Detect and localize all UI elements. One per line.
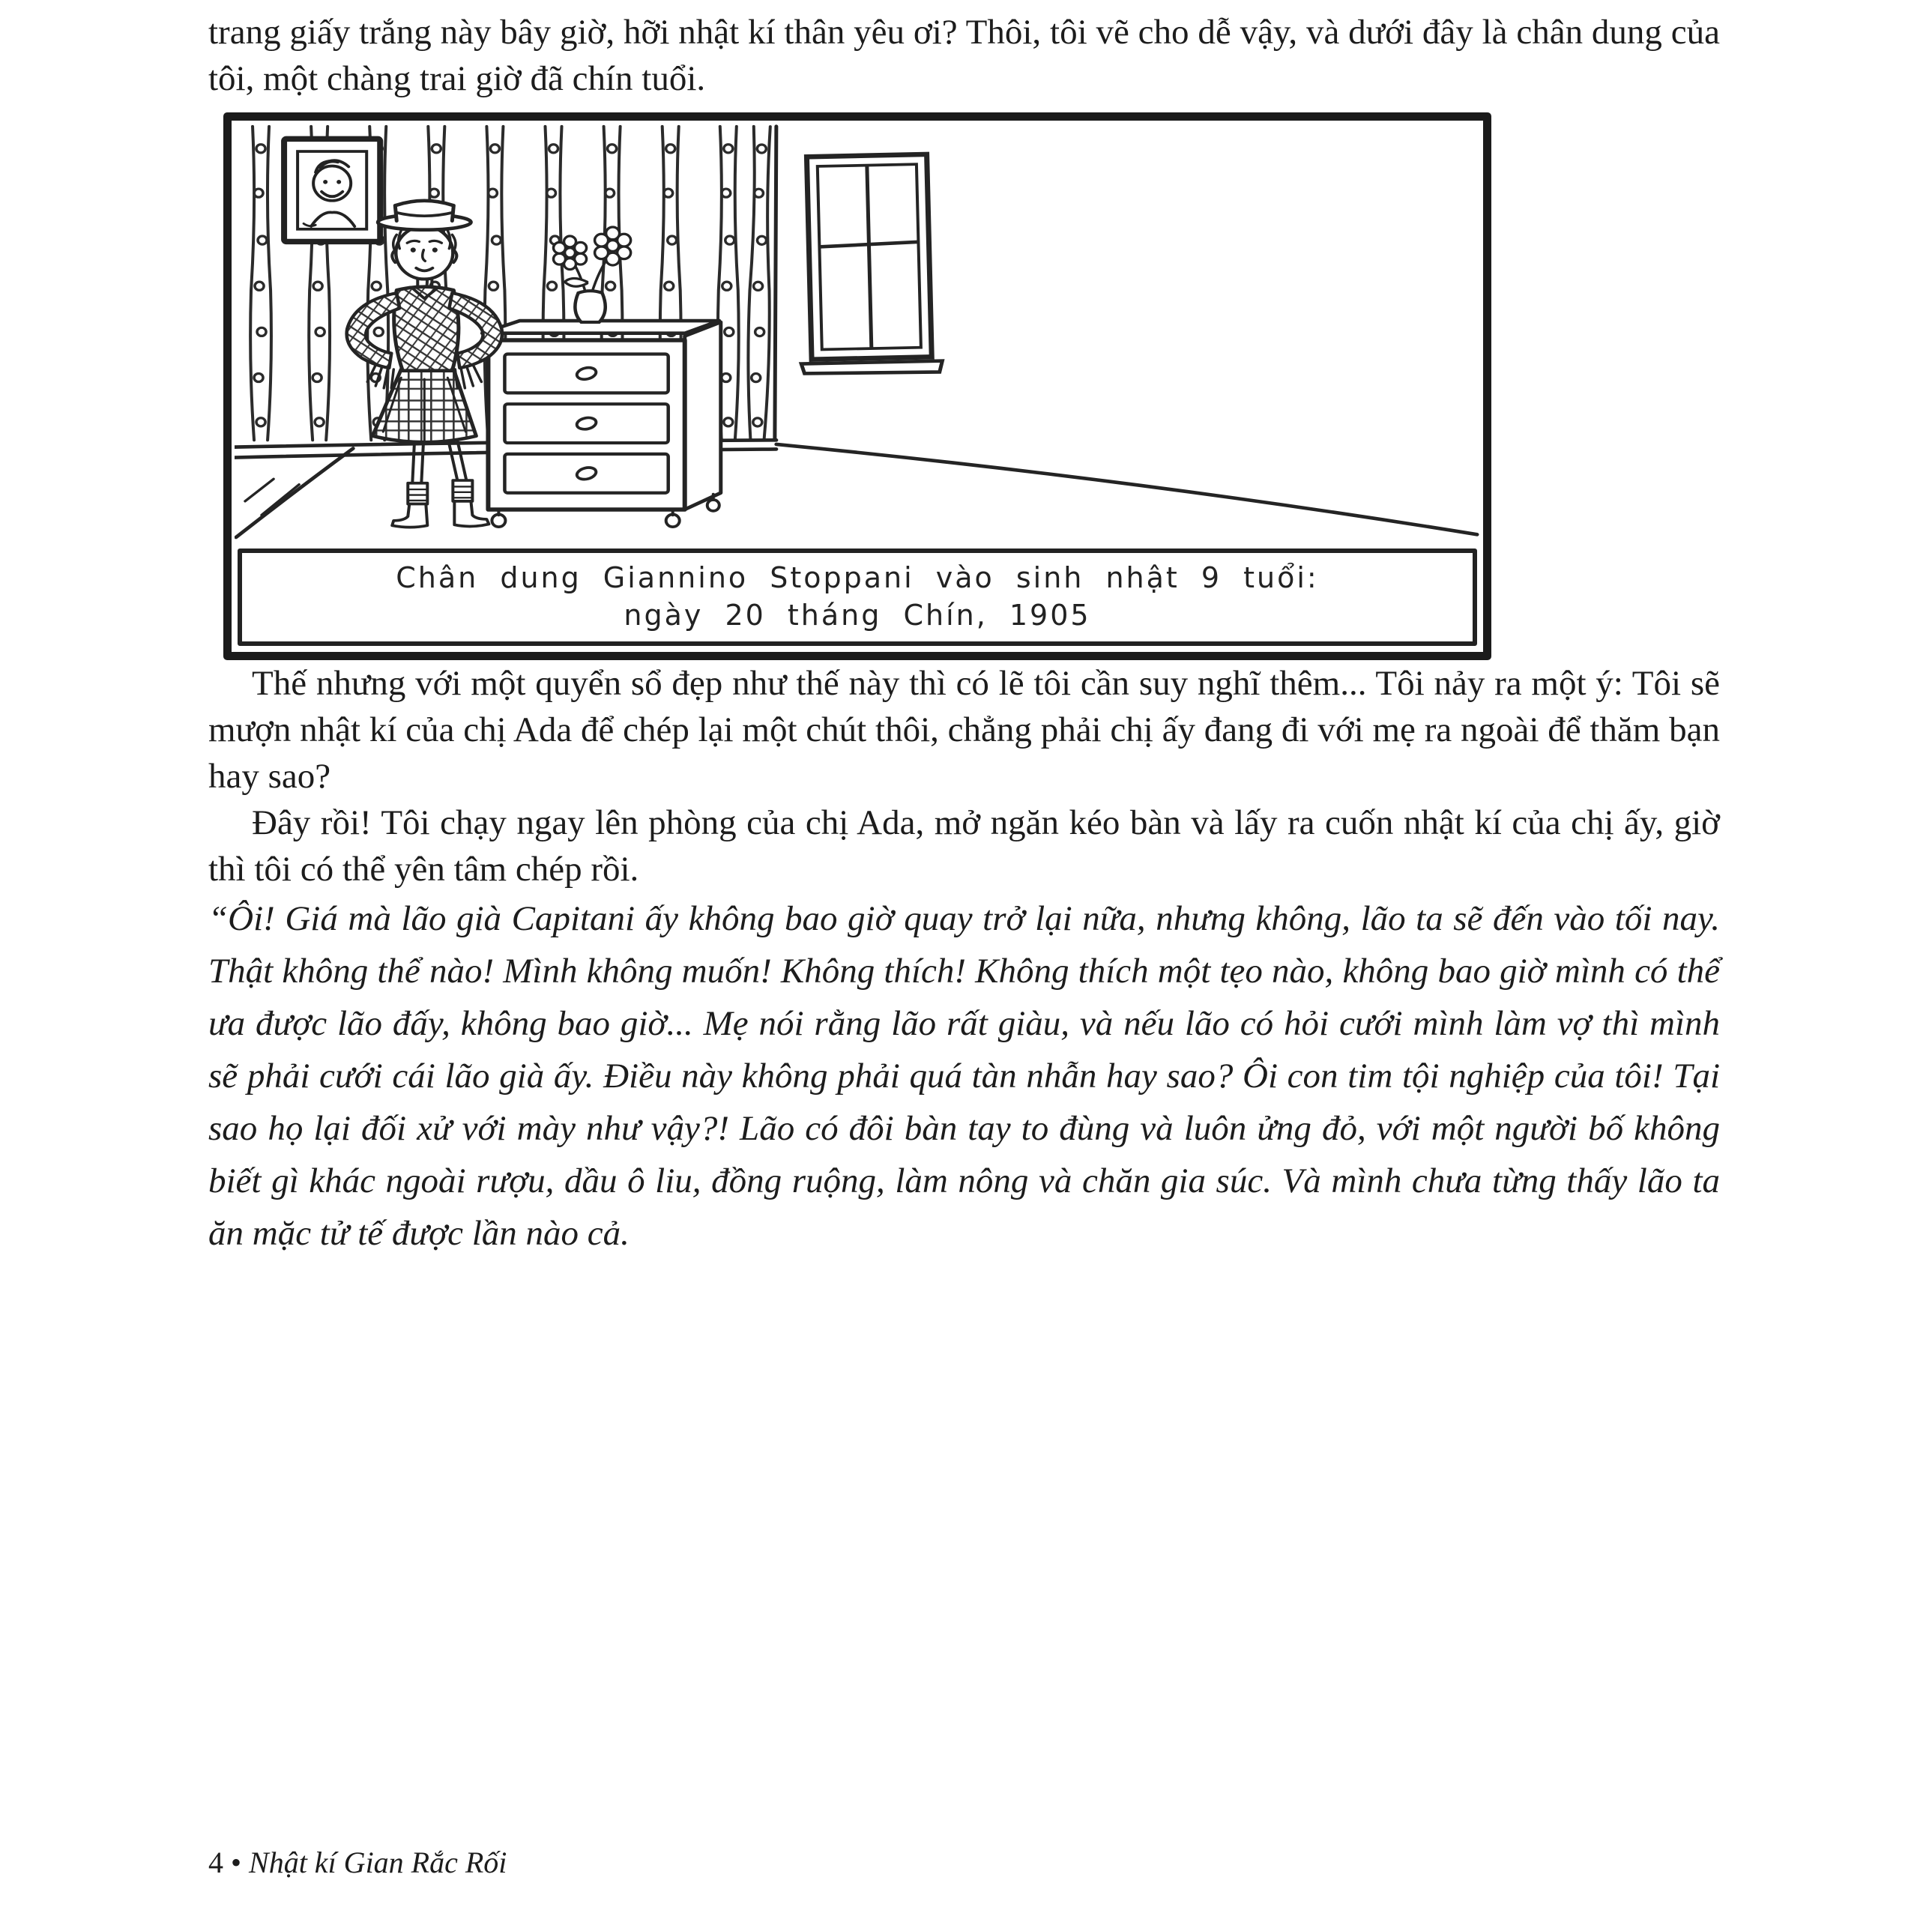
page-number: 4	[208, 1846, 223, 1879]
page-content	[208, 9, 1720, 1260]
book-title: Nhật kí Gian Rắc Rối	[249, 1846, 507, 1879]
caption-line-1: Chân dung Giannino Stoppani vào sinh nhật 9 tuổi:	[396, 561, 1319, 594]
paragraph-found-diary: Đây rồi! Tôi chạy ngay lên phòng của chị Ada, mở ngăn kéo bàn và lấy ra cuốn nhật kí của chị ấy, giờ thì tôi có thể yên tâm chép rồi.	[208, 803, 1720, 889]
paragraph-diary-quote: “Ôi! Giá mà lão già Capitani ấy không bao giờ quay trở lại nữa, nhưng không, lão ta sẽ đến vào tối nay. Thật không thể nào! Mình không muốn! Không thích! Không thích một tẹo nào, không bao giờ mình có thể ưa được lão đấy, không bao giờ... Mẹ nói rằng lão rất giàu, và nếu lão có hỏi cưới mình làm vợ thì mình sẽ phải cưới cái lão già ấy. Điều này không phải quá tàn nhẫn hay sao? Ôi con tim tội nghiệp của tôi! Tại sao họ lại đối xử với mày như vậy?! Lão có đôi bàn tay to đùng và luôn ửng đỏ, với một người bố không biết gì khác ngoài rượu, dầu ô liu, đồng ruộng, làm nông và chăn gia súc. Và mình chưa từng thấy lão ta ăn mặc tử tế được lần nào cả.	[208, 899, 1720, 1253]
illustration-caption-box	[238, 549, 1477, 646]
wall-portrait	[284, 139, 380, 241]
room-illustration	[235, 124, 1480, 547]
paragraph-idea: Thế nhưng với một quyển sổ đẹp như thế này thì có lẽ tôi cần suy nghĩ thêm... Tôi nảy ra một ý: Tôi sẽ mượn nhật kí của chị Ada để chép lại một chút thôi, chẳng phải chị ấy đang đi với mẹ ra ngoài để thăm bạn hay sao?	[208, 664, 1720, 796]
caption-line-2: ngày 20 tháng Chín, 1905	[624, 599, 1091, 632]
footer-separator: •	[231, 1846, 242, 1879]
paragraph-intro: trang giấy trắng này bây giờ, hỡi nhật kí thân yêu ơi? Thôi, tôi vẽ cho dễ vậy, và dưới đây là chân dung của tôi, một chàng trai giờ đã chín tuổi.	[208, 13, 1720, 98]
page-footer	[208, 1845, 507, 1880]
illustration-frame	[223, 112, 1491, 660]
dresser	[482, 321, 720, 527]
window	[796, 154, 942, 375]
